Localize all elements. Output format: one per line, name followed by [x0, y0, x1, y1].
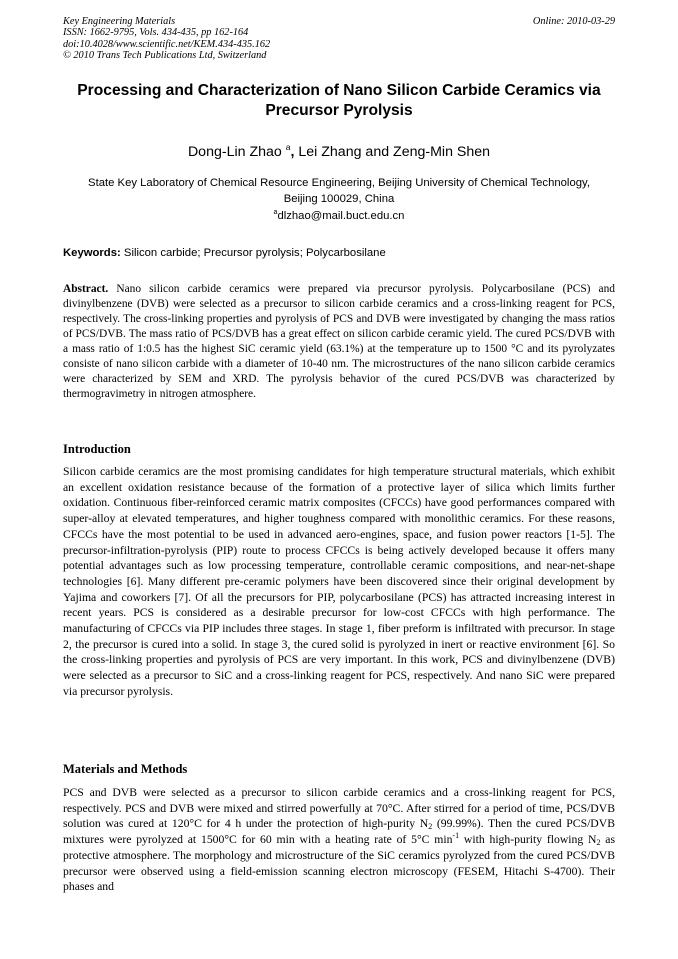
email-address: dlzhao@mail.buct.edu.cn	[277, 210, 405, 222]
introduction-heading: Introduction	[63, 442, 131, 456]
other-authors: Lei Zhang and Zeng-Min Shen	[294, 144, 491, 160]
keywords-label: Keywords:	[63, 247, 121, 259]
subscript-n2-second: 2	[596, 838, 601, 848]
methods-text-1: PCS and DVB were selected as a precursor to silicon carbide ceramics and a cross-linking reagent for PCS, respectively. PCS and DVB were mixed and stirred powerfully at 70°C. After stirred for a period of time, PCS/DVB solution was cured at 120°C for 4 h under the protection of high-purity N	[63, 786, 615, 831]
superscript-minus-one: -1	[452, 831, 460, 841]
subscript-n2: 2	[428, 822, 433, 832]
methods-text-3: with high-purity flowing N	[459, 833, 597, 847]
issn-line: ISSN: 1662-9795, Vols. 434-435, pp 162-164	[63, 27, 249, 39]
online-date: Online: 2010-03-29	[532, 16, 615, 27]
email-line	[40, 209, 638, 224]
first-author: Dong-Lin Zhao	[187, 144, 282, 160]
methods-text-2: (99.99%). Then the cured PCS/DVB mixtures were pyrolyzed at 1500°C for 60 min with a heating rate of 5°C min	[63, 817, 615, 847]
methods-text	[63, 785, 615, 895]
journal-info	[63, 16, 270, 61]
email-mark: a	[273, 209, 278, 216]
introduction-text: Silicon carbide ceramics are the most promising candidates for high temperature structural materials, which exhibit an excellent oxidation resistance because of the formation of a protective layer of silica which limits further oxidation. Continuous fiber-reinforced ceramic matrix composites (CFCCs) have good performances compared with super-alloy at elevated temperatures, and higher toughness compared with monolithic ceramics. For these reasons, CFCCs have the most potential to be used in advanced aero-engines, space, and fusion power reactors [1-5]. The precursor-infiltration-pyrolysis (PIP) route to process CFCCs is being actively developed because it offers many potential advantages such as low processing temperature, controllable ceramic compositions, and near-net-shape technologies [6]. Many different pre-ceramic polymers have been discovered since their original development by Yajima and coworkers [7]. Of all the precursors for PIP, polycarbosilane (PCS) has attracted increasing interest in recent years. PCS is considered as a desirable precursor for low-cost CFCCs with high performance. The manufacturing of CFCCs via PIP includes three stages. In stage 1, fiber preform is infiltrated with precursor. In stage 2, the precursor is cured into a solid. In stage 3, the cured solid is pyrolyzed in inert or reactive environment [6]. So the cross-linking properties and pyrolysis of PCS are very important. In this work, PCS and divinylbenzene (DVB) were selected as a precursor to SiC and a cross-linking reagent for PCS, respectively. And nano SiC were prepared via precursor pyrolysis.	[63, 465, 615, 698]
abstract-text: Nano silicon carbide ceramics were prepared via precursor pyrolysis. Polycarbosilane (PCS) and divinylbenzene (DVB) were selected as a precursor to silicon carbide ceramics and a cross-linking reagent for PCS, respectively. The cross-linking properties and pyrolysis of PCS and DVB were investigated by changing the mass ratios of PCS/DVB. The mass ratio of PCS/DVB has a great effect on silicon carbide ceramic yield. The cured PCS/DVB with a mass ratio of 1:0.5 has the highest SiC ceramic yield (63.1%) at the temperature up to 1500 °C and its pyrolyzates consiste of nano silicon carbide with a diameter of 10-40 nm. The microstructures of the nano silicon carbide ceramics were characterized by SEM and XRD. The pyrolysis behavior of the cured PCS/DVB was characterized by thermogravimetry in nitrogen atmosphere.	[63, 283, 615, 401]
doi-line: doi:10.4028/www.scientific.net/KEM.434-435.162	[63, 38, 271, 50]
methods-text-4: as protective atmosphere. The morphology and microstructure of the SiC ceramics pyrolyzed from the cured PCS/DVB precursor were observed using a field-emission scanning electron microscopy (FESEM, Hitachi S-4700). Their phases and	[63, 833, 615, 894]
author-affil-mark: a	[285, 142, 291, 152]
methods-heading: Materials and Methods	[63, 762, 188, 776]
author-line	[40, 143, 638, 161]
affiliation: State Key Laboratory of Chemical Resource Engineering, Beijing University of Chemical Technology, Beijing 100029, China	[88, 177, 590, 205]
abstract	[63, 282, 615, 402]
author-comma: ,	[290, 144, 295, 160]
keywords	[63, 246, 386, 261]
keywords-text: Silicon carbide; Precursor pyrolysis; Polycarbosilane	[120, 247, 386, 259]
abstract-label: Abstract.	[63, 283, 109, 295]
paper-title: Processing and Characterization of Nano Silicon Carbide Ceramics via Precursor Pyrolysis	[77, 82, 601, 119]
journal-name: Key Engineering Materials	[63, 16, 176, 27]
copyright-line: © 2010 Trans Tech Publications Ltd, Switzerland	[63, 49, 267, 61]
